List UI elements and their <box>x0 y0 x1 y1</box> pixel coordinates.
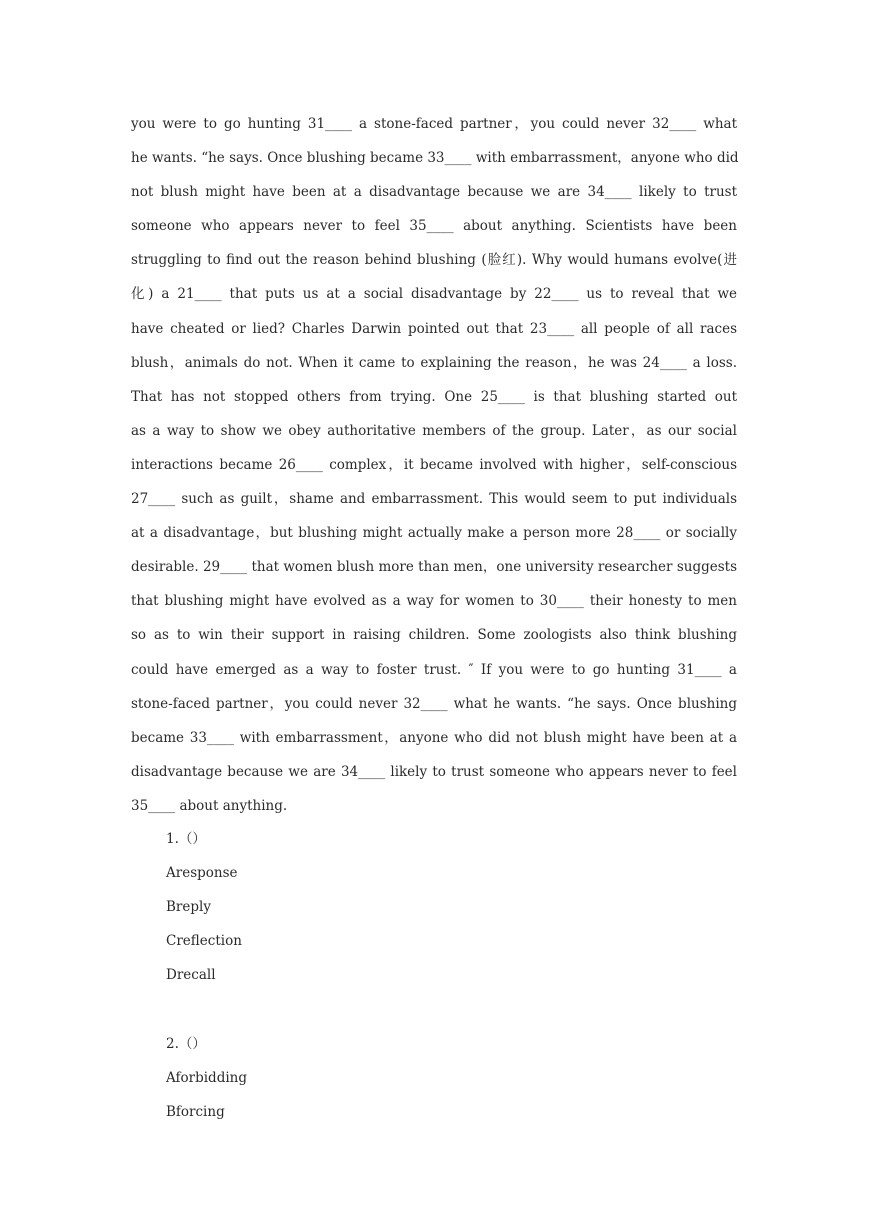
passage-line: disadvantage because we are 34____ likely to trust someone who appears never to feel <box>131 763 737 780</box>
option-d[interactable]: Drecall <box>166 967 216 984</box>
passage-line: interactions became 26____ complex，it became involved with higher，self-conscious <box>131 456 737 473</box>
passage-line: so as to win their support in raising children. Some zoologists also think blushing <box>131 627 737 644</box>
question-list <box>166 822 666 1129</box>
option-a[interactable]: Aforbidding <box>166 1069 247 1086</box>
cloze-passage <box>131 107 737 823</box>
option-b[interactable]: Breply <box>166 899 211 916</box>
passage-line: struggling to find out the reason behind blushing (脸红). Why would humans evolve(进 <box>131 252 737 269</box>
passage-line: 27____ such as guilt，shame and embarrassment. This would seem to put individuals <box>131 491 737 508</box>
option-c[interactable]: Creflection <box>166 933 242 950</box>
passage-line: stone-faced partner，you could never 32____ what he wants. “he says. Once blushing <box>131 695 737 712</box>
question-2 <box>166 1027 666 1129</box>
passage-line: desirable. 29____ that women blush more than men，one university researcher suggests <box>131 559 737 576</box>
option-b[interactable]: Bforcing <box>166 1103 225 1120</box>
passage-line: as a way to show we obey authoritative members of the group. Later，as our social <box>131 422 737 439</box>
passage-line: blush，animals do not. When it came to explaining the reason，he was 24____ a loss. <box>131 354 737 371</box>
question-number: 2.（） <box>166 1035 206 1052</box>
passage-line: could have emerged as a way to foster trust. ″ If you were to go hunting 31____ a <box>131 661 737 678</box>
passage-line: became 33____ with embarrassment，anyone who did not blush might have been at a <box>131 729 737 746</box>
passage-line: That has not stopped others from trying. One 25____ is that blushing started out <box>131 388 737 405</box>
passage-line: have cheated or lied? Charles Darwin pointed out that 23____ all people of all races <box>131 320 737 337</box>
passage-line: someone who appears never to feel 35____ about anything. Scientists have been <box>131 218 737 235</box>
option-a[interactable]: Aresponse <box>166 865 238 882</box>
passage-line: he wants. “he says. Once blushing became 33____ with embarrassment，anyone who did <box>131 150 739 167</box>
passage-line: at a disadvantage，but blushing might actually make a person more 28____ or socially <box>131 525 737 542</box>
passage-line: you were to go hunting 31____ a stone-faced partner，you could never 32____ what <box>131 116 737 132</box>
passage-line: that blushing might have evolved as a way for women to 30____ their honesty to men <box>131 593 737 610</box>
passage-line: 35____ about anything. <box>131 797 288 814</box>
question-number: 1.（） <box>166 831 206 847</box>
passage-line: 化) a 21____ that puts us at a social disadvantage by 22____ us to reveal that we <box>131 286 737 303</box>
question-spacer <box>166 992 666 1026</box>
passage-line: not blush might have been at a disadvantage because we are 34____ likely to trust <box>131 184 737 201</box>
question-1 <box>166 822 666 992</box>
